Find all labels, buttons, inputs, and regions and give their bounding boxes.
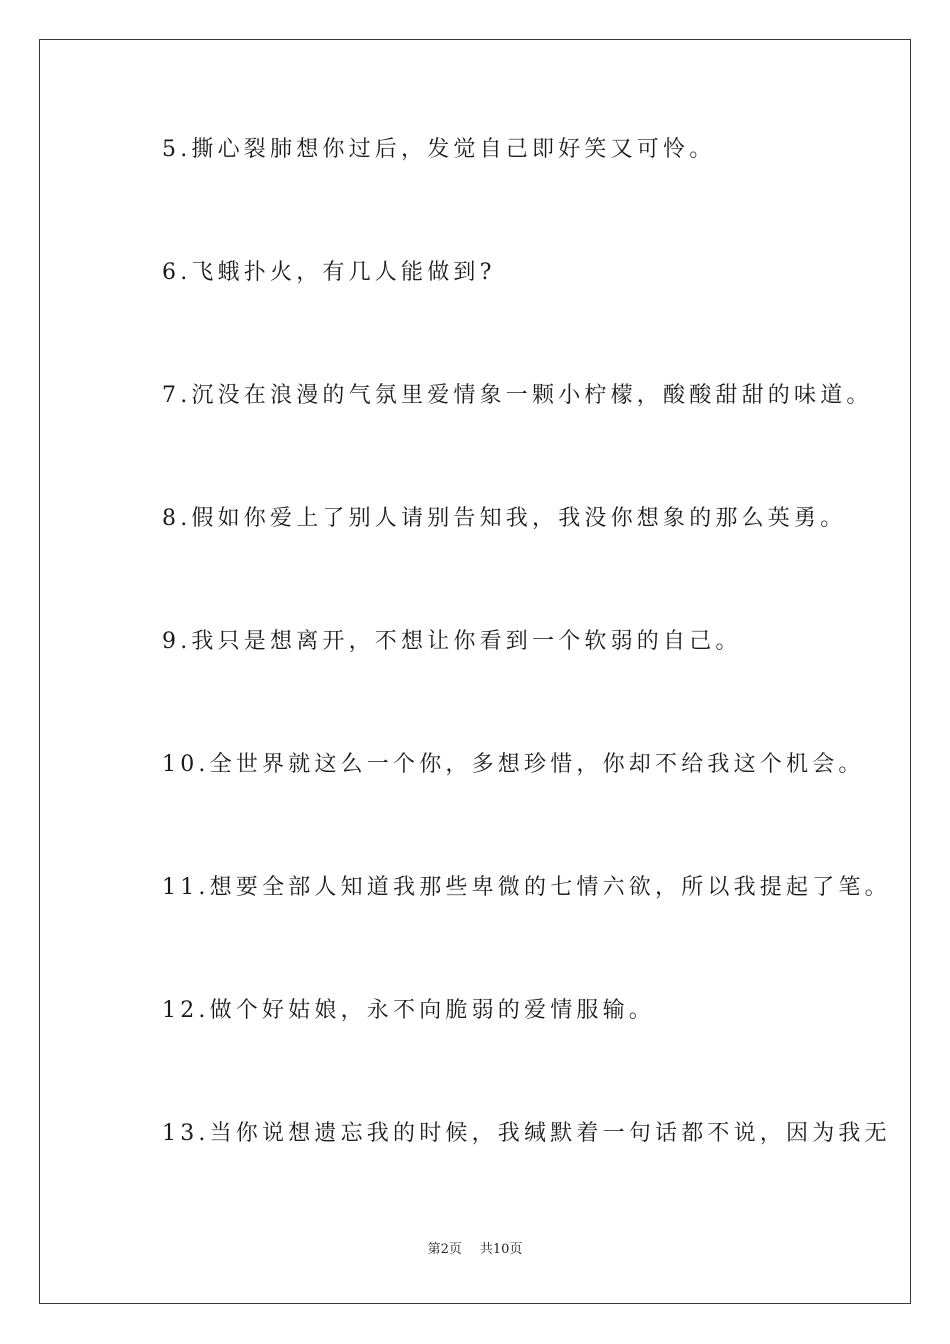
- page-number: 第2页: [427, 1242, 462, 1257]
- paragraph-10: 10.全世界就这么一个你，多想珍惜，你却不给我这个机会。: [162, 752, 865, 777]
- paragraph-7: 7.沉没在浪漫的气氛里爱情象一颗小柠檬，酸酸甜甜的味道。: [162, 383, 873, 408]
- page-total: 共10页: [479, 1242, 523, 1257]
- paragraph-5: 5.撕心裂肺想你过后，发觉自己即好笑又可怜。: [162, 137, 716, 162]
- paragraph-11: 11.想要全部人知道我那些卑微的七情六欲，所以我提起了笔。: [162, 875, 891, 900]
- paragraph-13: 13.当你说想遗忘我的时候，我缄默着一句话都不说，因为我无: [162, 1121, 891, 1146]
- paragraph-8: 8.假如你爱上了别人请别告知我，我没你想象的那么英勇。: [162, 506, 847, 531]
- page-footer: [0, 1241, 950, 1259]
- paragraph-12: 12.做个好姑娘，永不向脆弱的爱情服输。: [162, 998, 655, 1023]
- paragraph-9: 9.我只是想离开，不想让你看到一个软弱的自己。: [162, 629, 742, 654]
- page-border: [39, 39, 911, 1304]
- paragraph-6: 6.飞蛾扑火，有几人能做到?: [162, 260, 496, 285]
